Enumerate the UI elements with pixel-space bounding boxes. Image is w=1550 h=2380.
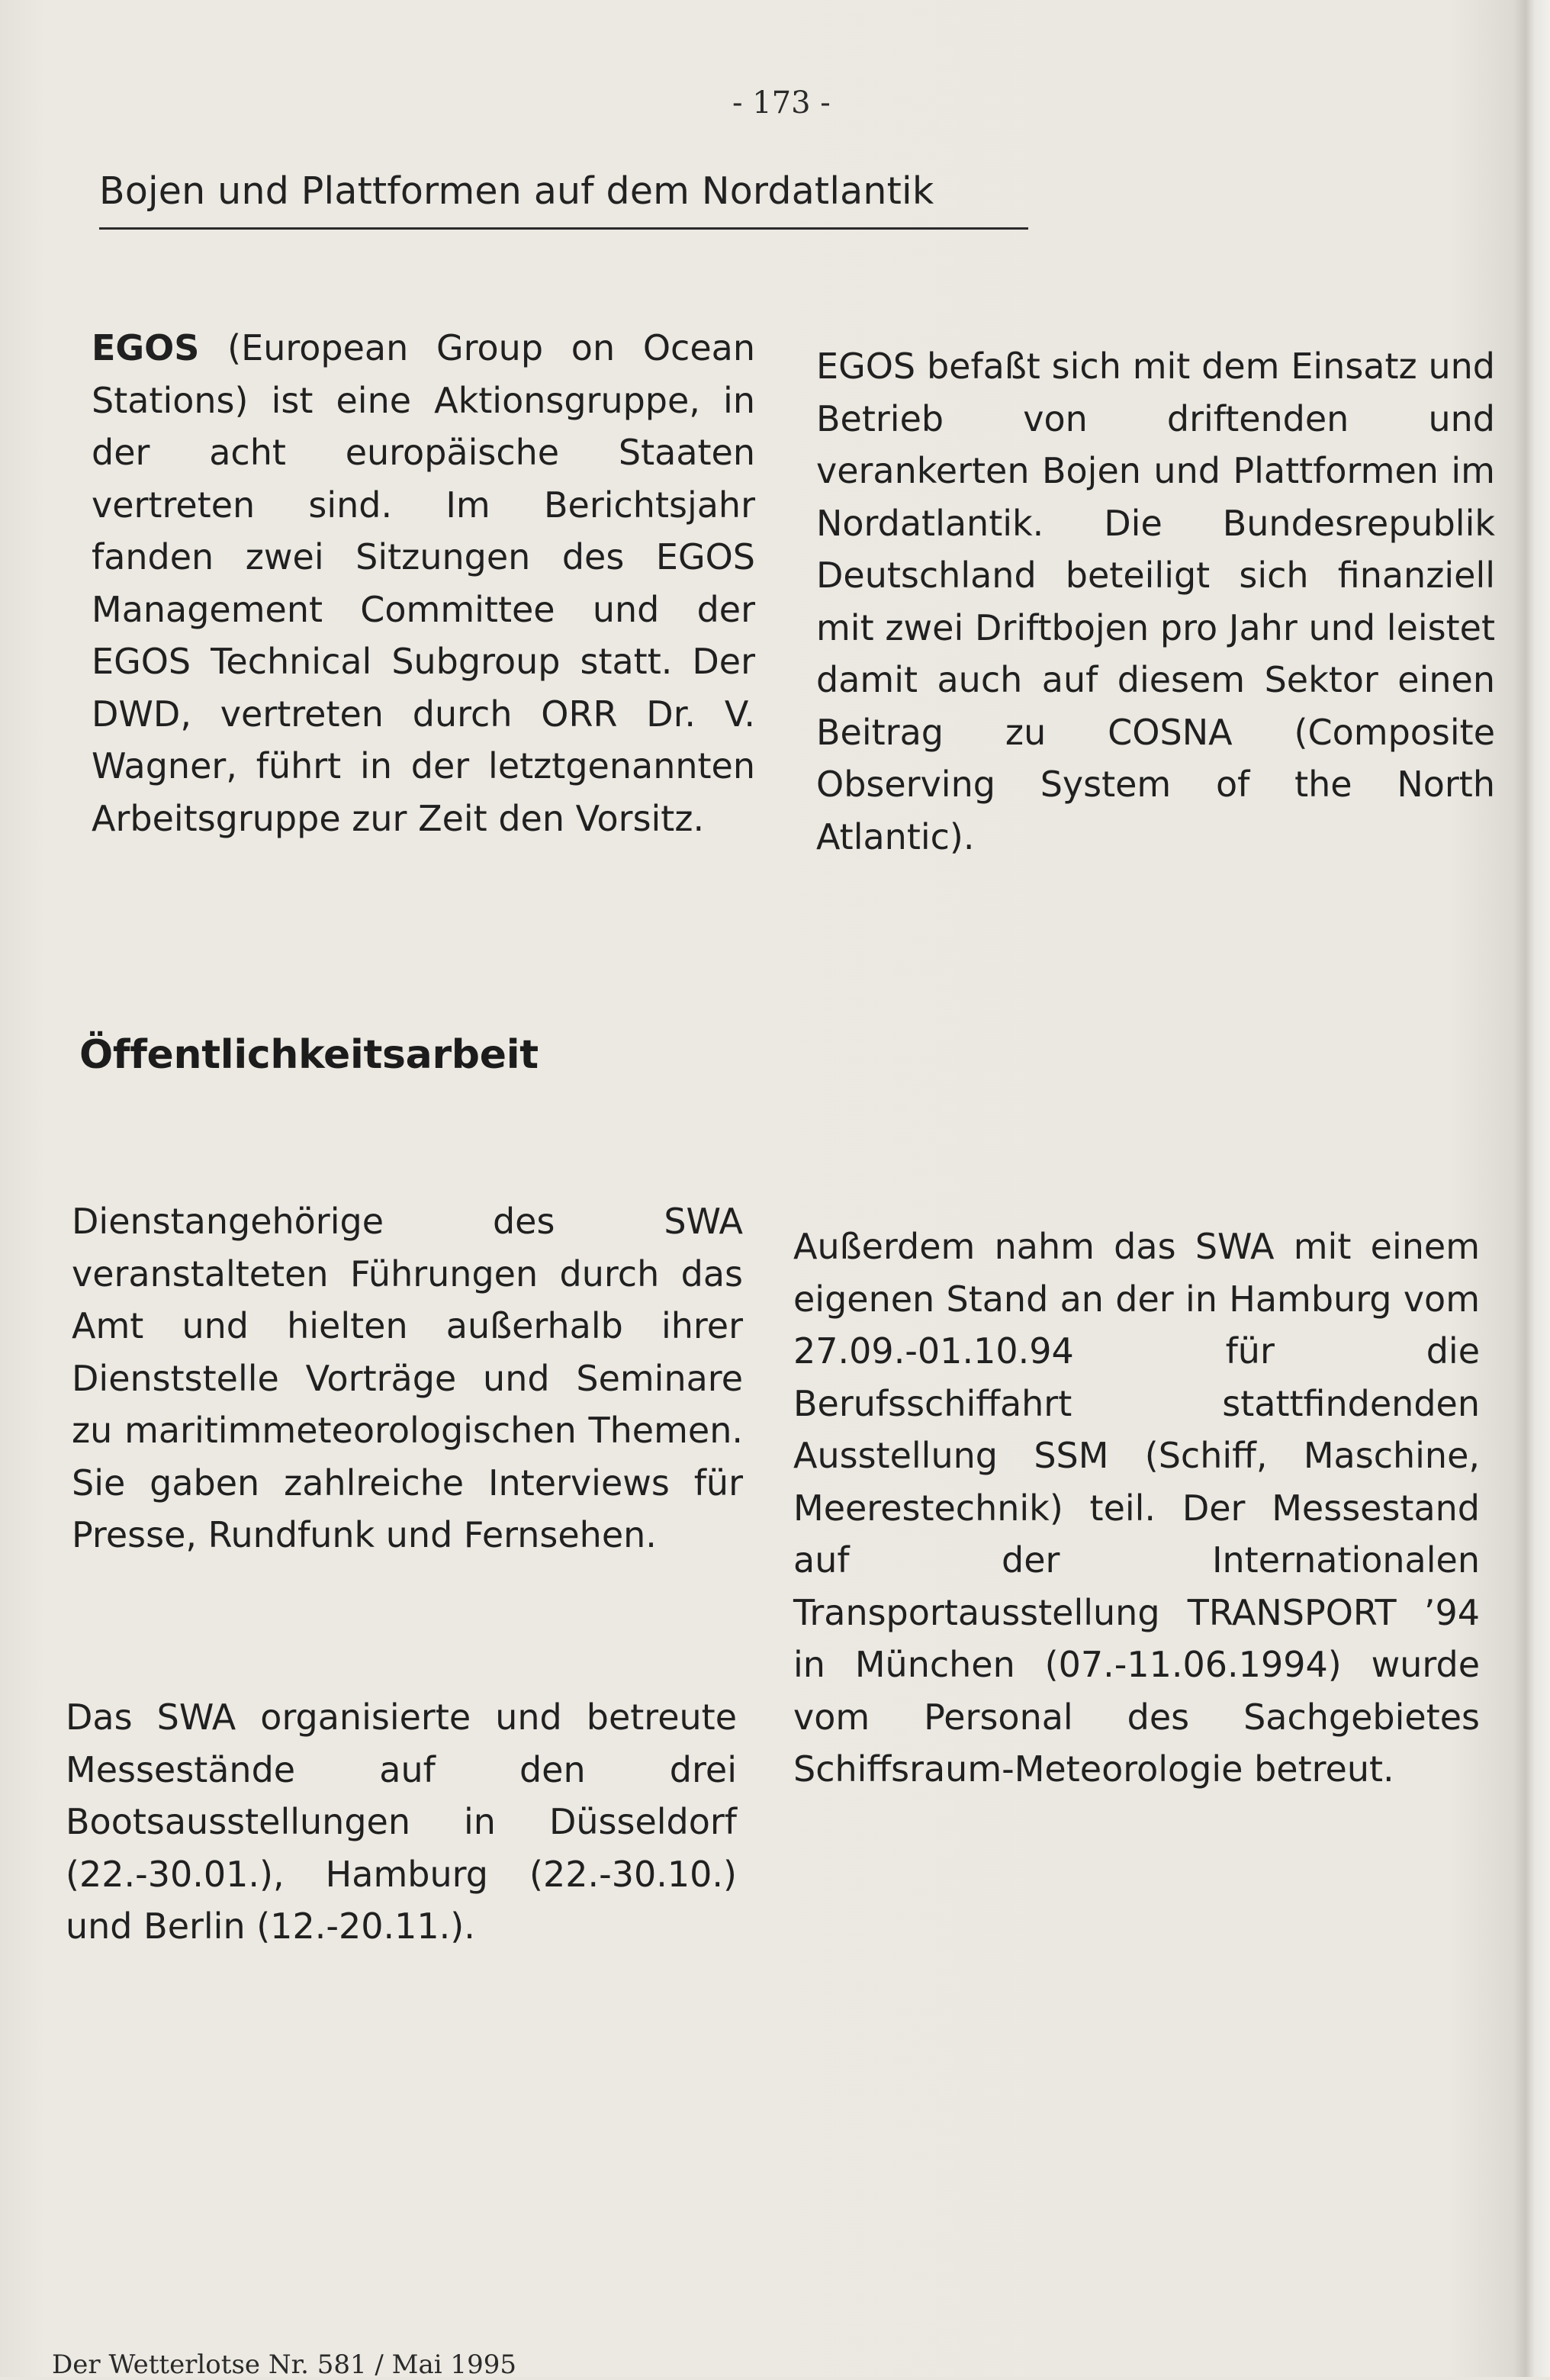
egos-right-paragraph: EGOS befaßt sich mit dem Einsatz und Betrieb von driftenden und verankerten Bojen und Plattformen im Nordatlantik. Die Bundesrepublik Deutschland beteiligt sich finanziell mit zwei Driftbojen pro Jahr und leistet damit auch auf diesem Sektor einen Beitrag zu COSNA (Composite Observing System of the North Atlantic). (816, 346, 1495, 857)
page-number: - 173 - (732, 85, 831, 121)
public-relations-right-column (793, 1221, 1480, 1796)
egos-right-column (816, 340, 1495, 863)
public-relations-left-column-2 (66, 1691, 737, 1953)
egos-left-column (92, 322, 755, 844)
egos-left-paragraph (92, 322, 755, 844)
footer-citation: Der Wetterlotse Nr. 581 / Mai 1995 (52, 2349, 516, 2380)
public-relations-paragraph-3: Außerdem nahm das SWA mit einem eigenen Stand an der in Hamburg vom 27.09.-01.10.94 für die Berufsschiffahrt stattfindenden Ausstellung SSM (Schiff, Maschine, Meerestechnik) teil. Der Messestand auf der Internationalen Transportausstellung TRANSPORT ’94 in München (07.-11.06.1994) wurde vom Personal des Sachgebietes Schiffsraum-Meteorologie betreut. (793, 1226, 1480, 1790)
public-relations-paragraph-1: Dienstangehörige des SWA veranstalteten Führungen durch das Amt und hielten außerhalb ihrer Dienststelle Vorträge und Seminare zu maritimmeteorologischen Themen. Sie gaben zahlreiche Interviews für Presse, Rundfunk und Fernsehen. (72, 1201, 743, 1555)
public-relations-paragraph-2: Das SWA organisierte und betreute Messestände auf den drei Bootsausstellungen in Düsseldorf (22.-30.01.), Hamburg (22.-30.10.) und Berlin (12.-20.11.). (66, 1697, 737, 1947)
public-relations-left-column (72, 1195, 743, 1561)
egos-lead-term: EGOS (92, 327, 200, 368)
public-relations-heading: Öffentlichkeitsarbeit (79, 1032, 539, 1078)
title-underline (99, 227, 1028, 230)
egos-left-text: (European Group on Ocean Stations) ist eine Aktionsgruppe, in der acht europäische Staaten vertreten sind. Im Berichtsjahr fanden zwei Sitzungen des EGOS Management Committee und der EGOS Technical Subgroup statt. Der DWD, vertreten durch ORR Dr. V. Wagner, führt in der letztgenannten Arbeitsgruppe zur Zeit den Vorsitz. (92, 327, 755, 839)
section-title: Bojen und Plattformen auf dem Nordatlantik (99, 169, 934, 213)
